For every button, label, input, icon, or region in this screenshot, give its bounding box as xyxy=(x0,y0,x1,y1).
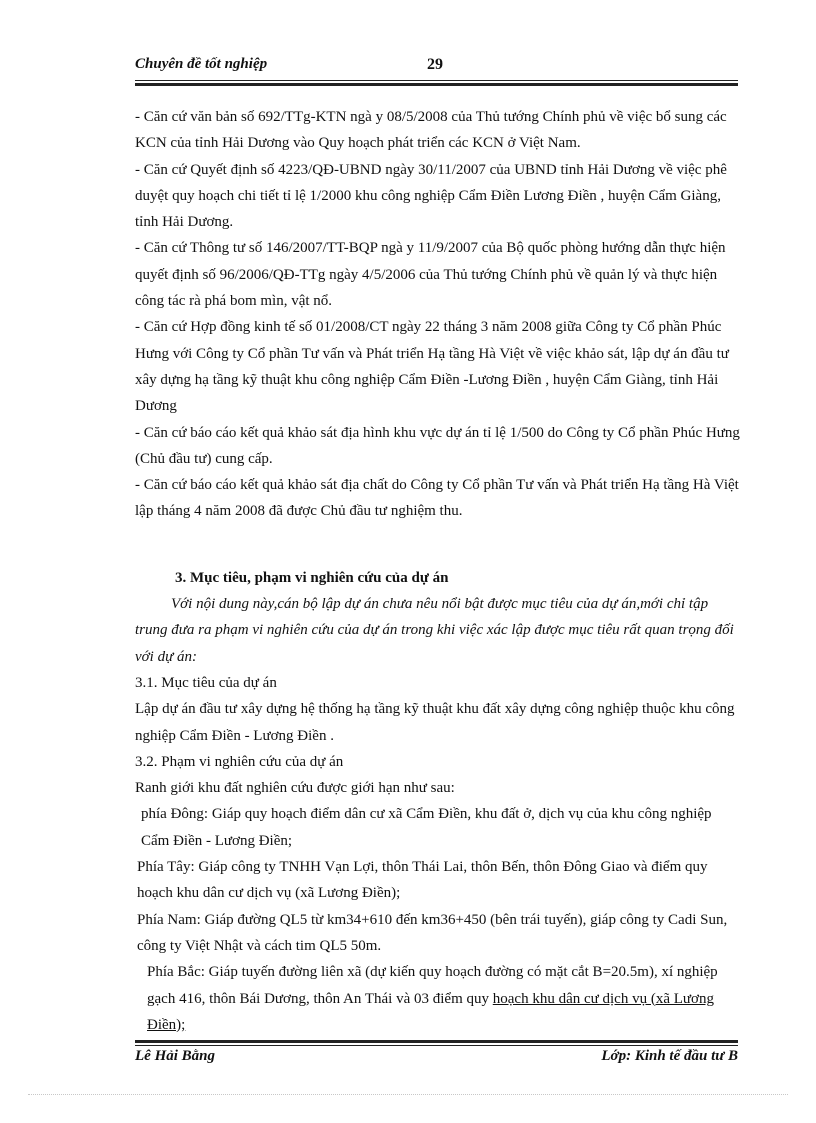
footer-rule-thin xyxy=(135,1045,738,1046)
paragraph-legal-basis-5: - Căn cứ báo cáo kết quả khảo sát địa hình khu vực dự án tỉ lệ 1/500 do Công ty Cổ phần Phúc Hưng (Chủ đầu tư) cung cấp. xyxy=(135,424,740,467)
footer-class: Lớp: Kinh tế đầu tư B xyxy=(601,1048,738,1064)
subsection-text-objectives: Lập dự án đầu tư xây dựng hệ thống hạ tầng kỹ thuật khu đất xây dựng công nghiệp thuộc khu công nghiệp Cẩm Điền - Lương Điền . xyxy=(135,701,735,744)
boundary-north-main: Phía Bắc: Giáp tuyến đường liên xã (dự kiến quy hoạch đường có mặt cắt B=20.5m), xí nghiệp gạch 416, thôn Bái Dương, thôn An Thái và 03 điểm quy xyxy=(147,964,718,1007)
paragraph-legal-basis-3: - Căn cứ Thông tư số 146/2007/TT-BQP ngà y 11/9/2007 của Bộ quốc phòng hướng dẫn thực hiện quyết định số 96/2006/QĐ-TTg ngày 4/5/2006 của Thủ tướng Chính phủ về quản lý và thực hiện công tác rà phá bom mìn, vật nổ. xyxy=(135,240,726,310)
footer-rule-thick xyxy=(135,1040,738,1043)
paragraph-legal-basis-1: - Căn cứ văn bản số 692/TTg-KTN ngà y 08/5/2008 của Thủ tướng Chính phủ về việc bổ sung các KCN của tỉnh Hải Dương vào Quy hoạch phát triển các KCN ở Việt Nam. xyxy=(135,109,727,152)
section-heading: 3. Mục tiêu, phạm vi nghiên cứu của dự án xyxy=(175,569,449,586)
page-edge-dotted-line xyxy=(28,1094,788,1095)
boundary-east: phía Đông: Giáp quy hoạch điểm dân cư xã Cẩm Điền, khu đất ở, dịch vụ của khu công nghiệp Cẩm Điền - Lương Điền; xyxy=(141,806,712,849)
header-rule-thin xyxy=(135,80,738,81)
footer-author: Lê Hải Bằng xyxy=(135,1048,216,1064)
section-spacer xyxy=(135,525,740,565)
header-rule-thick xyxy=(135,83,738,86)
page-footer xyxy=(135,1048,738,1070)
boundary-north-tail: hoạch khu dân cư dịch vụ (xã Lương Điền); xyxy=(147,990,714,1033)
subsection-title-objectives: 3.1. Mục tiêu của dự án xyxy=(135,674,277,691)
paragraph-legal-basis-2: - Căn cứ Quyết định số 4223/QĐ-UBND ngày 30/11/2007 của UBND tỉnh Hải Dương về việc phê duyệt quy hoạch chi tiết tỉ lệ 1/2000 khu công nghiệp Cẩm Điền Lương Điền , huyện Cẩm Giàng, tỉnh Hải Dương. xyxy=(135,161,727,231)
boundary-north xyxy=(135,959,740,1038)
page-header xyxy=(135,56,738,80)
paragraph-legal-basis-6: - Căn cứ báo cáo kết quả khảo sát địa chất do Công ty Cổ phần Tư vấn và Phát triển Hạ tầng Hà Việt lập tháng 4 năm 2008 đã được Chủ đầu tư nghiệm thu. xyxy=(135,477,739,520)
section-intro: Với nội dung này,cán bộ lập dự án chưa nêu nổi bật được mục tiêu của dự án,mới chỉ tập trung đưa ra phạm vi nghiên cứu của dự án trong khi việc xác lập được mục tiêu rất quan trọng đối với dự án: xyxy=(135,596,734,665)
subsection-title-scope: 3.2. Phạm vi nghiên cứu của dự án xyxy=(135,753,344,770)
subsection-text-scope: Ranh giới khu đất nghiên cứu được giới hạn như sau: xyxy=(135,780,455,797)
boundary-west: Phía Tây: Giáp công ty TNHH Vạn Lợi, thôn Thái Lai, thôn Bến, thôn Đông Giao và điểm quy hoạch khu dân cư dịch vụ (xã Lương Điền); xyxy=(137,859,708,902)
document-title: Chuyên đề tốt nghiệp xyxy=(135,56,268,72)
paragraph-legal-basis-4: - Căn cứ Hợp đồng kinh tế số 01/2008/CT ngày 22 tháng 3 năm 2008 giữa Công ty Cổ phần Phúc Hưng với Công ty Cổ phần Tư vấn và Phát triển Hạ tầng Hà Việt về việc khảo sát, lập dự án đầu tư xây dựng hạ tầng kỹ thuật khu công nghiệp Cẩm Điền -Lương Điền , huyện Cẩm Giàng, tỉnh Hải Dương xyxy=(135,319,729,415)
page-number: 29 xyxy=(427,56,443,73)
boundary-south: Phía Nam: Giáp đường QL5 từ km34+610 đến km36+450 (bên trái tuyến), giáp công ty Cadi Sun, công ty Việt Nhật và cách tim QL5 50m. xyxy=(137,911,728,954)
document-body xyxy=(135,104,740,1038)
